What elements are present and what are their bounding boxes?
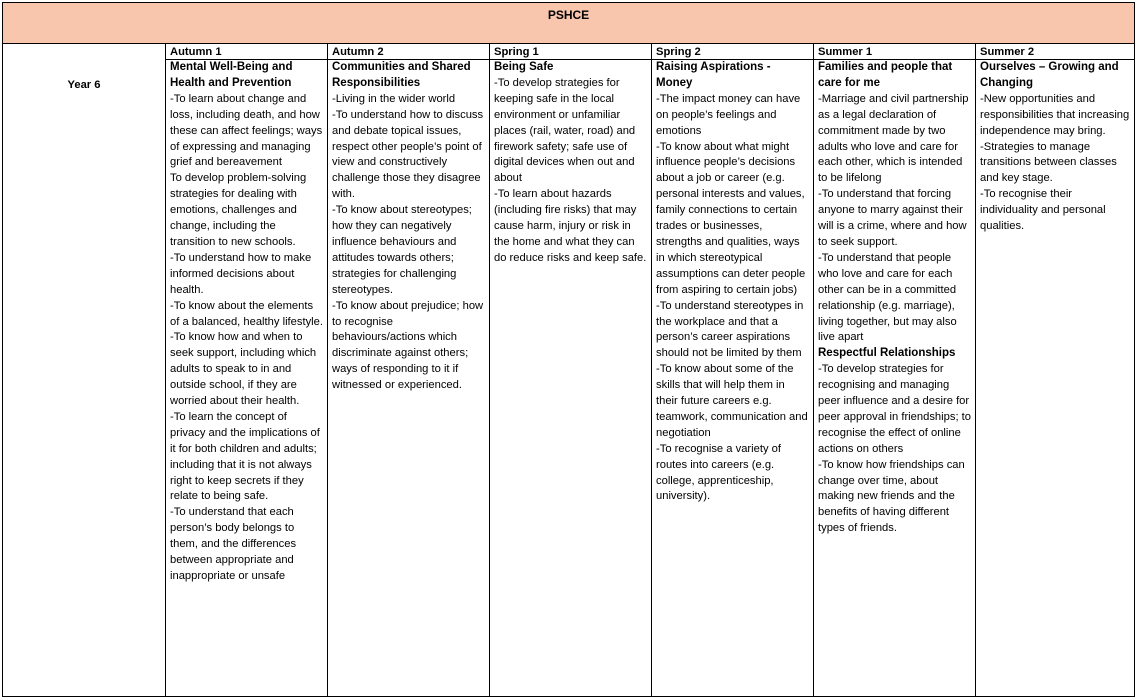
term-header-summer-2: Summer 2 bbox=[976, 44, 1135, 60]
objective-text: -To know about stereotypes; how they can negatively influence behaviours and attitudes towards others; strategies for challenging stereotypes. bbox=[332, 204, 472, 296]
objective-text: -To understand stereotypes in the workplace and that a person’s career aspirations should not be limited by them bbox=[656, 299, 804, 360]
topic-heading: Being Safe bbox=[494, 61, 554, 73]
term-cell-autumn-2 bbox=[328, 60, 490, 697]
year-6-row bbox=[3, 60, 1135, 697]
topic-heading: Families and people that care for me bbox=[818, 61, 953, 89]
objective-text: -To know about prejudice; how to recognise behaviours/actions which discriminate against others; ways of responding to it if witnessed or experienced. bbox=[332, 299, 484, 392]
objective-text: -To understand how to discuss and debate topical issues, respect other people’s point of view and constructively challenge those they disagree with. bbox=[332, 108, 484, 201]
term-header-row bbox=[3, 44, 1135, 60]
objective-text: -To know how and when to seek support, including which adults to speak to in and outside school, if they are worried about their health. bbox=[170, 331, 317, 408]
objective-text: -To know how friendships can change over time, about making new friends and the benefits of having different types of friends. bbox=[818, 458, 965, 535]
topic-heading: Mental Well-Being and Health and Prevention bbox=[170, 61, 293, 89]
year-label: Year 6 bbox=[3, 60, 166, 697]
objective-text: -To know about some of the skills that will help them in their future careers e.g. teamwork, communication and negotiation bbox=[656, 363, 808, 439]
term-header-spring-2: Spring 2 bbox=[652, 44, 814, 60]
term-header-autumn-1: Autumn 1 bbox=[166, 44, 328, 60]
objective-text: -To develop strategies for recognising and managing peer influence and a desire for peer approval in friendships; to recognise the effect of online actions on others bbox=[818, 363, 971, 455]
objective-text: -Strategies to manage transitions between classes and key stage. bbox=[980, 140, 1117, 185]
objective-text: -Marriage and civil partnership as a legal declaration of commitment made by two adults who love and care for each other, which is intended to be lifelong bbox=[818, 92, 969, 185]
objective-text: -To understand that each person’s body belongs to them, and the differences between appropriate and inappropriate or unsafe bbox=[170, 506, 297, 582]
objective-text: -To learn about hazards (including fire risks) that may cause harm, injury or risk in the home and what they can do reduce risks and keep safe. bbox=[494, 188, 647, 264]
objective-text: -To recognise their individuality and personal qualities. bbox=[980, 188, 1106, 233]
term-content-spring-1 bbox=[494, 60, 647, 678]
pshce-curriculum-table bbox=[2, 2, 1135, 697]
topic-heading: Respectful Relationships bbox=[818, 347, 956, 360]
objective-text: -To recognise a variety of routes into careers (e.g. college, apprenticeship, university). bbox=[656, 442, 781, 503]
objective-text: -To understand that people who love and care for each other can be in a committed relationship (e.g. marriage), living together, but may also live apart bbox=[818, 251, 957, 344]
topic-heading: Ourselves – Growing and Changing bbox=[980, 61, 1119, 89]
term-cell-spring-1 bbox=[490, 60, 652, 697]
objective-text: -To know about what might influence people’s decisions about a job or career (e.g. personal interests and values, family connections to certain trades or businesses, strengths and qualities, ways in which stereotypical assumptions can deter people from aspiring to certain jobs) bbox=[656, 140, 806, 296]
term-cell-spring-2 bbox=[652, 60, 814, 697]
table-title: PSHCE bbox=[3, 3, 1135, 44]
term-content-autumn-2 bbox=[332, 60, 485, 678]
objective-text: -Living in the wider world bbox=[332, 92, 456, 105]
topic-heading: Raising Aspirations - Money bbox=[656, 61, 771, 89]
term-header-spring-1: Spring 1 bbox=[490, 44, 652, 60]
term-content-spring-2 bbox=[656, 60, 809, 678]
topic-heading: Communities and Shared Responsibilities bbox=[332, 61, 471, 89]
term-header-summer-1: Summer 1 bbox=[814, 44, 976, 60]
term-content-summer-1 bbox=[818, 60, 971, 678]
term-header-autumn-2: Autumn 2 bbox=[328, 44, 490, 60]
term-cell-summer-1 bbox=[814, 60, 976, 697]
term-cell-autumn-1 bbox=[166, 60, 328, 697]
objective-text: -New opportunities and responsibilities that increasing independence may bring. bbox=[980, 92, 1130, 137]
objective-text: -To understand that forcing anyone to marry against their will is a crime, where and how to seek support. bbox=[818, 188, 967, 248]
objective-text: -The impact money can have on people’s feelings and emotions bbox=[656, 92, 801, 137]
objective-text: -To know about the elements of a balanced, healthy lifestyle. bbox=[170, 299, 323, 328]
objective-text: -To develop strategies for keeping safe in the local environment or unfamiliar places (rail, water, road) and firework safety; safe use of digital devices when out and about bbox=[494, 76, 636, 185]
curriculum-table-frame bbox=[2, 2, 1134, 672]
year-header-cell bbox=[3, 44, 166, 60]
objective-text: To develop problem-solving strategies for dealing with emotions, challenges and change, including the transition to new schools. bbox=[170, 172, 307, 248]
objective-text: -To understand how to make informed decisions about health. bbox=[170, 251, 312, 296]
term-content-autumn-1 bbox=[170, 60, 323, 678]
title-row bbox=[3, 3, 1135, 44]
objective-text: -To learn about change and loss, including death, and how these can affect feelings; ways of expressing and managing grief and bereavement bbox=[170, 92, 323, 169]
objective-text: -To learn the concept of privacy and the implications of it for both children and adults; including that it is not always right to keep secrets if they relate to being safe. bbox=[170, 410, 320, 503]
term-cell-summer-2 bbox=[976, 60, 1135, 697]
term-content-summer-2 bbox=[980, 60, 1130, 678]
